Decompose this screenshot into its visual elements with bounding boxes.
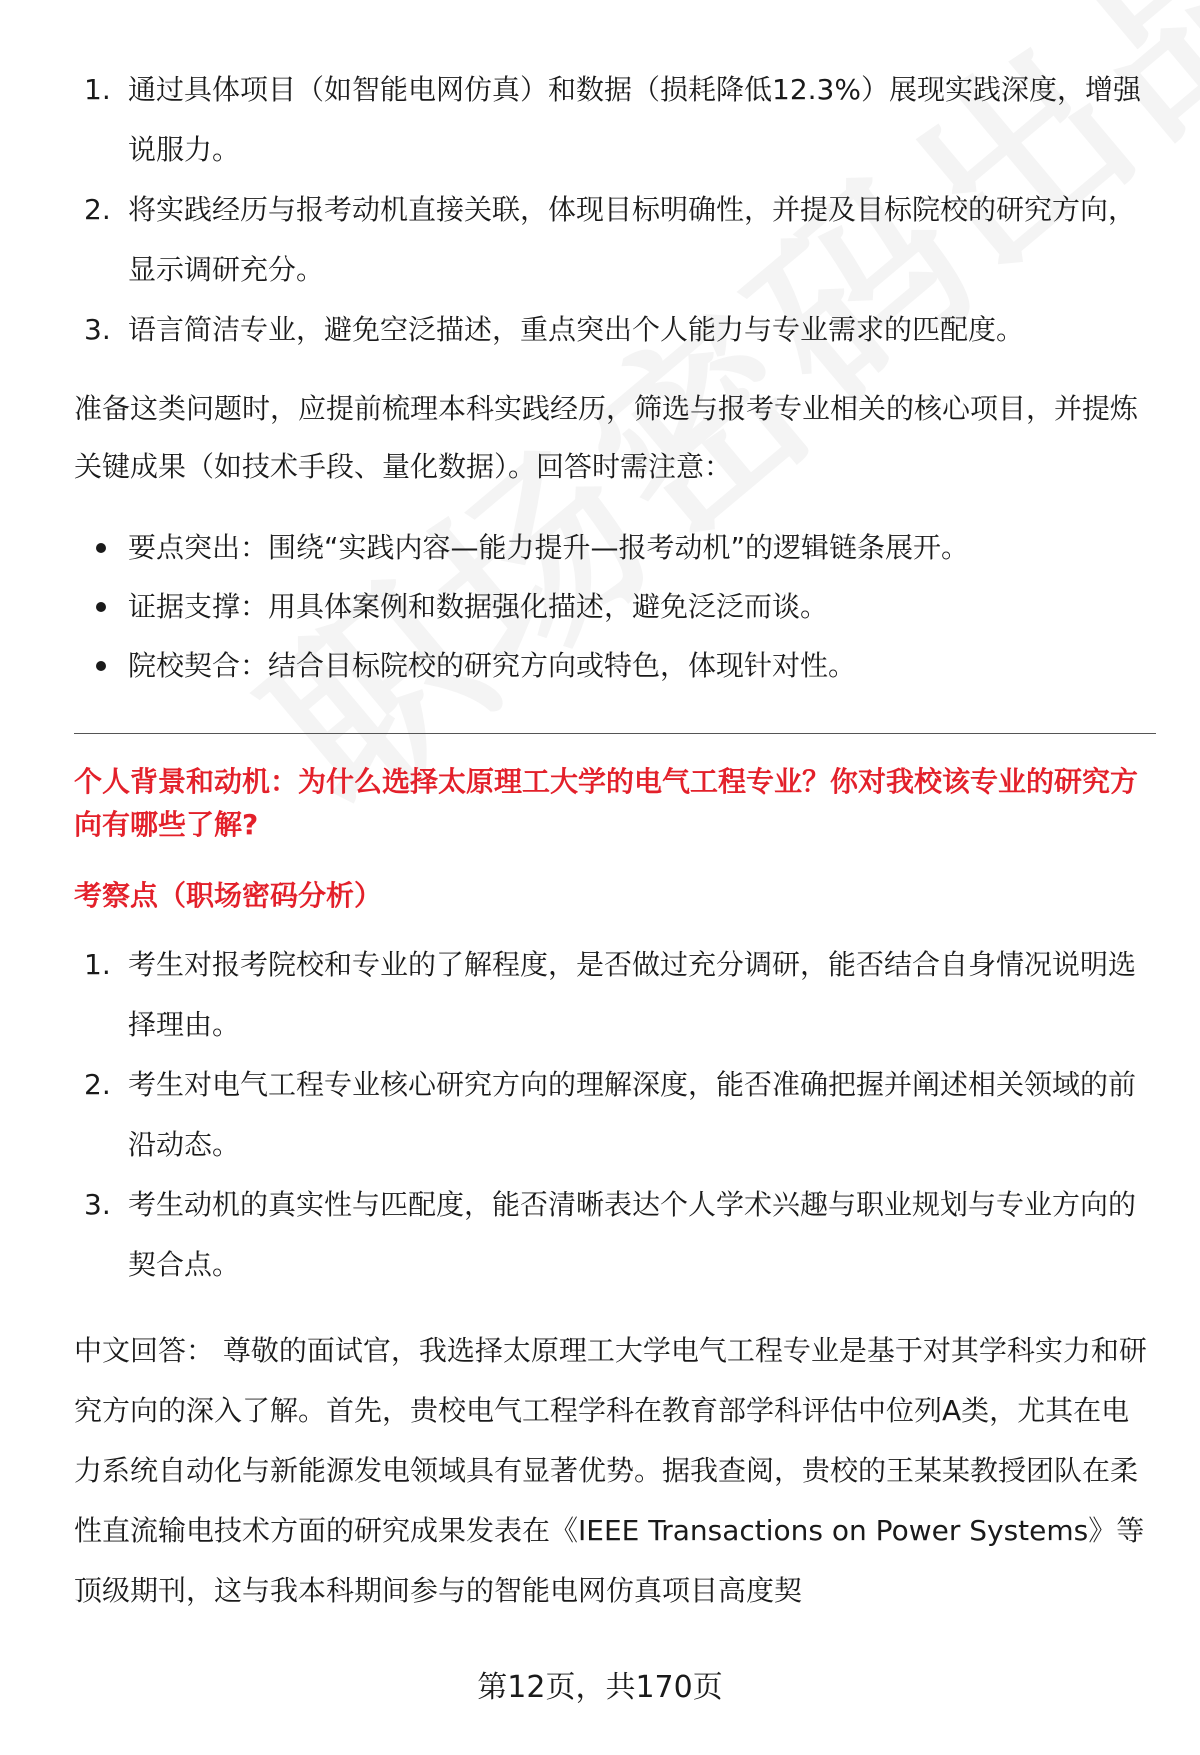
bullet-icon [96, 602, 106, 612]
prep-paragraph: 准备这类问题时，应提前梳理本科实践经历，筛选与报考专业相关的核心项目，并提炼关键成果（如技术手段、量化数据）。回答时需注意： [74, 392, 1139, 483]
intro-list [74, 60, 1154, 360]
list-item-text: 通过具体项目（如智能电网仿真）和数据（损耗降低12.3%）展现实践深度，增强说服力。 [128, 73, 1141, 166]
question-heading: 个人背景和动机：为什么选择太原理工大学的电气工程专业？你对我校该专业的研究方向有哪些了解? [74, 765, 1139, 841]
bullet-item [74, 518, 1154, 577]
list-item [74, 180, 1154, 300]
list-number: 1. [84, 948, 111, 981]
list-item [74, 60, 1154, 180]
list-item-text: 考生对电气工程专业核心研究方向的理解深度，能否准确把握并阐述相关领域的前沿动态。 [128, 1068, 1137, 1161]
section-divider [74, 733, 1156, 734]
list-number: 3. [84, 1188, 111, 1221]
list-item [74, 1055, 1154, 1175]
list-number: 3. [84, 313, 111, 346]
list-number: 2. [84, 193, 111, 226]
list-number: 2. [84, 1068, 111, 1101]
answer-paragraph: 中文回答： 尊敬的面试官，我选择太原理工大学电气工程专业是基于对其学科实力和研究方向的深入了解。首先，贵校电气工程学科在教育部学科评估中位列A类，尤其在电力系统自动化与新能源发电领域具有显著优势。据我查阅，贵校的王某某教授团队在柔性直流输电技术方面的研究成果发表在《IEEE Transactions on Power Systems》等顶级期刊，这与我本科期间参与的智能电网仿真项目高度契 [74, 1334, 1147, 1607]
bullet-item [74, 636, 1154, 695]
bullet-icon [96, 661, 106, 671]
list-item [74, 300, 1154, 360]
page-footer: 第12页，共170页 [477, 1670, 723, 1705]
list-item-text: 将实践经历与报考动机直接关联，体现目标明确性，并提及目标院校的研究方向，显示调研充分。 [128, 193, 1137, 286]
page-content [74, 60, 1154, 1621]
list-item-text: 考生动机的真实性与匹配度，能否清晰表达个人学术兴趣与职业规划与专业方向的契合点。 [128, 1188, 1137, 1281]
list-number: 1. [84, 73, 111, 106]
list-item [74, 935, 1154, 1055]
section-title: 考察点（职场密码分析） [74, 879, 383, 912]
bullet-text: 要点突出：围绕“实践内容—能力提升—报考动机”的逻辑链条展开。 [128, 531, 970, 564]
bullet-text: 院校契合：结合目标院校的研究方向或特色，体现针对性。 [128, 649, 857, 682]
bullet-item [74, 577, 1154, 636]
bullet-icon [96, 543, 106, 553]
list-item-text: 语言简洁专业，避免空泛描述，重点突出个人能力与专业需求的匹配度。 [128, 313, 1025, 346]
focus-list [74, 935, 1154, 1295]
bullet-list [74, 518, 1154, 695]
list-item [74, 1175, 1154, 1295]
bullet-text: 证据支撑：用具体案例和数据强化描述，避免泛泛而谈。 [128, 590, 829, 623]
list-item-text: 考生对报考院校和专业的了解程度，是否做过充分调研，能否结合自身情况说明选择理由。 [128, 948, 1137, 1041]
